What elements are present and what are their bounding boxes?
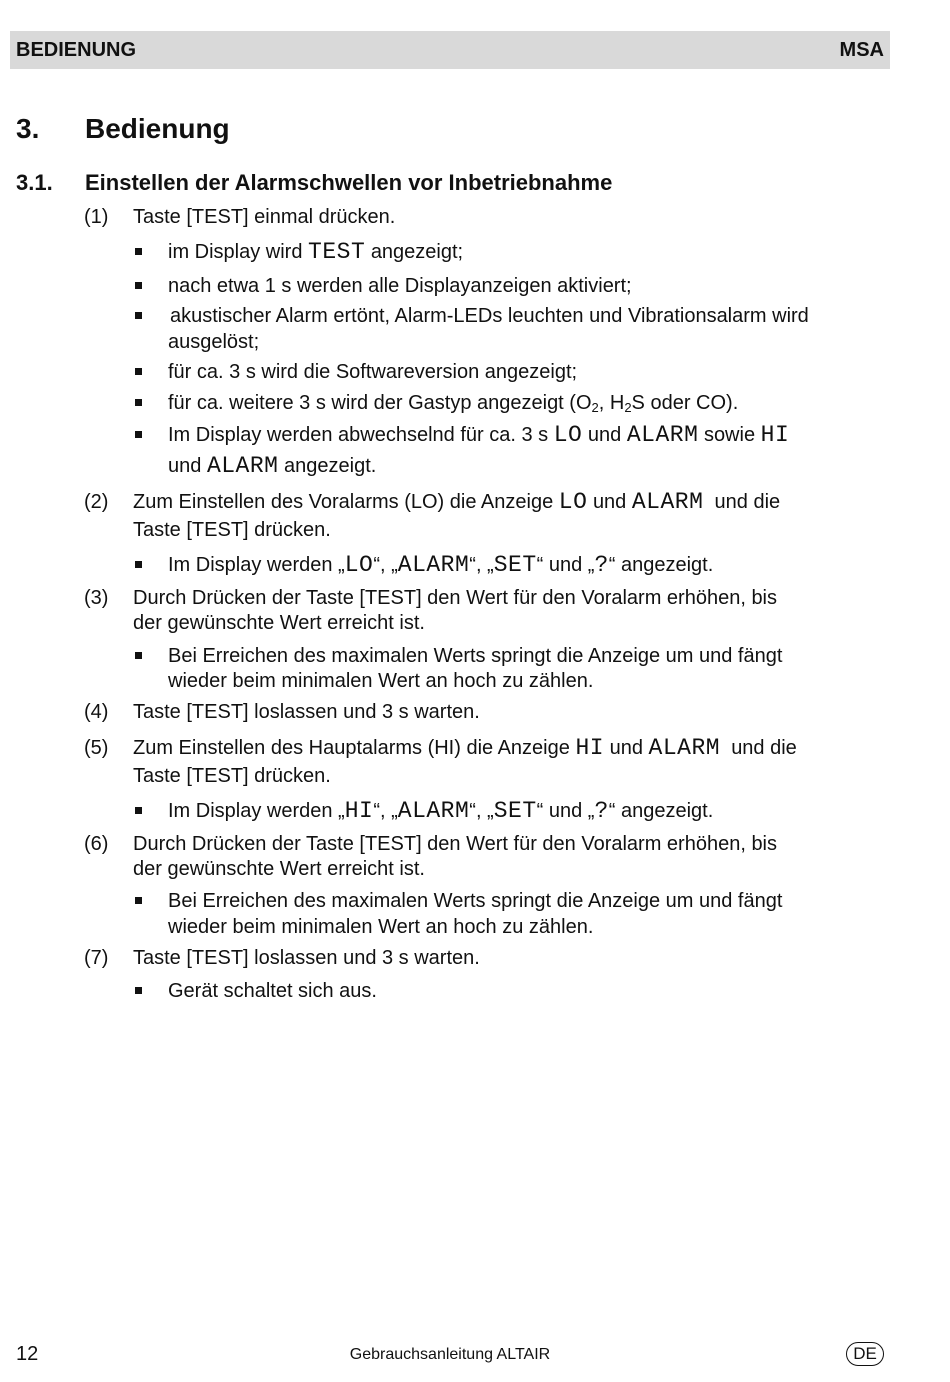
bullet-icon: [135, 431, 142, 438]
step-number: (6): [84, 833, 109, 855]
step-text: Taste [TEST] loslassen und 3 s warten.: [133, 701, 480, 723]
step-number: (2): [84, 491, 109, 513]
step-text-cont: Taste [TEST] drücken.: [133, 765, 331, 787]
step-number: (4): [84, 701, 109, 723]
step-text: Taste [TEST] loslassen und 3 s warten.: [133, 947, 480, 969]
bullet-icon: [135, 652, 142, 659]
bullet-text-cont: ausgelöst;: [168, 331, 260, 353]
bullet-icon: [135, 897, 142, 904]
bullet-icon: [135, 807, 142, 814]
bullet-icon: [135, 312, 142, 319]
step-text-cont: Taste [TEST] drücken.: [133, 519, 331, 541]
page-number: 12: [16, 1343, 39, 1365]
step-text-cont: der gewünschte Wert erreicht ist.: [133, 612, 425, 634]
bullet-text: Im Display werden „LO“, „ALARM“, „SET“ und „?“ angezeigt.: [168, 552, 714, 578]
step-number: (3): [84, 587, 109, 609]
section-title: Bedienung: [85, 113, 230, 144]
bullet-icon: [135, 561, 142, 568]
header-right: MSA: [839, 38, 884, 61]
bullet-text: Gerät schaltet sich aus.: [168, 980, 377, 1002]
bullet-icon: [135, 368, 142, 375]
bullet-icon: [135, 399, 142, 406]
step-number: (5): [84, 737, 109, 759]
bullet-icon: [135, 248, 142, 255]
language-badge: DE: [846, 1342, 884, 1366]
bullet-text-cont: wieder beim minimalen Wert an hoch zu zählen.: [168, 916, 594, 938]
bullet-text: im Display wird TEST angezeigt;: [168, 239, 464, 265]
header-left: BEDIENUNG: [16, 38, 137, 61]
bullet-text: Im Display werden abwechselnd für ca. 3 s LO und ALARM sowie HI: [168, 422, 790, 448]
step-number: (1): [84, 206, 109, 228]
bullet-text: Bei Erreichen des maximalen Werts springt die Anzeige um und fängt: [168, 890, 783, 912]
step-text: Zum Einstellen des Voralarms (LO) die Anzeige LO und ALARM und die: [133, 489, 781, 515]
step-number: (7): [84, 947, 109, 969]
step-text: Durch Drücken der Taste [TEST] den Wert für den Voralarm erhöhen, bis: [133, 833, 778, 855]
section-number: 3.: [16, 113, 40, 144]
running-header: [10, 31, 890, 69]
step-text-cont: der gewünschte Wert erreicht ist.: [133, 858, 425, 880]
bullet-text: für ca. 3 s wird die Softwareversion angezeigt;: [168, 361, 578, 383]
bullet-text-cont: und ALARM angezeigt.: [168, 453, 377, 479]
step-text: Taste [TEST] einmal drücken.: [133, 206, 396, 228]
step-text: Zum Einstellen des Hauptalarms (HI) die Anzeige HI und ALARM und die: [133, 735, 797, 761]
bullet-text: nach etwa 1 s werden alle Displayanzeigen aktiviert;: [168, 275, 632, 297]
step-text: Durch Drücken der Taste [TEST] den Wert für den Voralarm erhöhen, bis: [133, 587, 778, 609]
bullet-icon: [135, 987, 142, 994]
bullet-text: akustischer Alarm ertönt, Alarm-LEDs leuchten und Vibrationsalarm wird: [170, 305, 809, 327]
bullet-text: Im Display werden „HI“, „ALARM“, „SET“ und „?“ angezeigt.: [168, 798, 714, 824]
bullet-text: für ca. weitere 3 s wird der Gastyp angezeigt ($O_2$, $H_2S$ oder CO).: [168, 392, 739, 415]
bullet-text-cont: wieder beim minimalen Wert an hoch zu zählen.: [168, 670, 594, 692]
footer-title: Gebrauchsanleitung ALTAIR: [349, 1346, 551, 1363]
bullet-text: Bei Erreichen des maximalen Werts springt die Anzeige um und fängt: [168, 645, 783, 667]
bullet-icon: [135, 282, 142, 289]
subsection-title: Einstellen der Alarmschwellen vor Inbetriebnahme: [85, 170, 613, 195]
subsection-number: 3.1.: [16, 170, 53, 195]
